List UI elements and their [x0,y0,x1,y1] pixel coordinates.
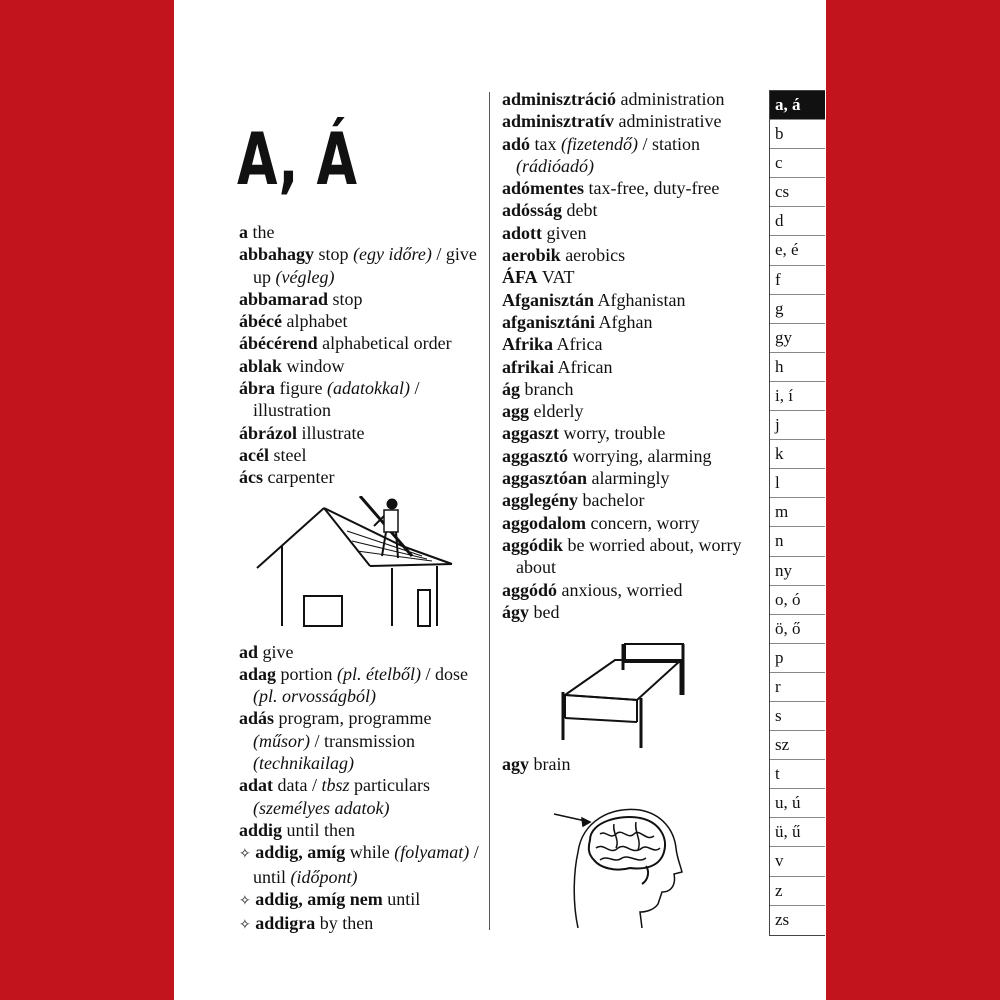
translation: administrative [618,111,722,132]
headword: adósság [502,200,563,221]
column-1-entries-top [239,221,482,489]
sub-entry-diamond-icon: ✧ [239,892,256,909]
headword: agy [502,754,529,775]
dictionary-entry [239,444,482,466]
usage-note: (fizetendő) [561,133,638,154]
dictionary-entry [239,912,482,936]
translation: branch [524,378,574,399]
headword: abbahagy [239,244,315,265]
alphabet-index-tabs [769,90,825,936]
index-tab[interactable]: b [770,120,825,149]
headword: adat [239,775,274,796]
index-tab[interactable]: o, ó [770,586,825,615]
heading-text: A, Á [237,117,358,201]
headword: adómentes [502,178,584,199]
usage-note: (személyes adatok) [253,797,390,818]
index-tab[interactable]: ö, ő [770,615,825,644]
headword: ÁFA [502,267,538,288]
headword: a [239,222,248,242]
headword: acél [239,444,269,465]
index-tab[interactable]: i, í [770,382,825,411]
column-1-entries-bottom [239,641,482,937]
dictionary-entry [502,378,747,400]
headword: afganisztáni [502,311,596,332]
dictionary-entry [502,579,747,601]
dictionary-entry [502,133,747,178]
dictionary-entry [239,288,482,310]
headword: ábra [239,378,275,399]
headword: ág [502,378,520,399]
index-tab[interactable]: z [770,877,825,906]
dictionary-entry [239,243,482,288]
headword: agg [502,401,529,422]
headword: adminisztratív [502,111,614,132]
dictionary-entry [239,663,482,708]
index-tab[interactable]: c [770,149,825,178]
translation: / give up [253,244,477,287]
usage-note: tbsz [321,775,350,796]
index-tab[interactable]: gy [770,324,825,353]
dictionary-entry [502,467,747,489]
brain-head-illustration [550,800,685,930]
translation: anxious, worried [561,579,683,600]
usage-note: (folyamat) [394,842,470,863]
translation: portion [280,663,338,684]
translation: program, programme [278,708,432,729]
dictionary-entry [502,311,747,333]
translation: bed [533,601,560,622]
translation: VAT [541,267,575,288]
translation: tax [534,133,562,154]
headword: aggasztó [502,445,568,466]
headword: Afganisztán [502,289,595,310]
translation: the [252,222,275,242]
dictionary-entry [502,266,747,288]
dictionary-entry [239,221,482,243]
translation: concern, worry [590,512,700,533]
translation: stop [332,288,363,309]
translation: until then [286,819,356,840]
dictionary-entry [502,110,747,132]
translation: tax-free, duty-free [588,178,720,199]
index-tab[interactable]: a, á [770,91,825,120]
index-tab[interactable]: s [770,702,825,731]
translation: illustrate [301,422,365,443]
index-tab[interactable]: e, é [770,236,825,265]
headword: afrikai [502,356,554,377]
dictionary-entry [502,356,747,378]
index-tab[interactable]: k [770,440,825,469]
dictionary-entry [502,222,747,244]
dictionary-entry [502,445,747,467]
translation: steel [273,444,307,465]
headword: ad [239,641,259,662]
sub-entry-diamond-icon: ✧ [239,846,256,863]
translation: / until [253,842,479,887]
translation: be worried about, worry about [516,534,742,578]
headword: adott [502,222,542,243]
index-tab[interactable]: p [770,644,825,673]
headword: ács [239,467,263,488]
dictionary-entry [502,422,747,444]
headword: adás [239,708,275,729]
dictionary-entry [502,333,747,355]
headword: ágy [502,601,529,622]
index-tab[interactable]: zs [775,909,790,929]
index-tab[interactable]: v [770,847,825,876]
translation: / dose [421,663,468,684]
dictionary-entry [502,244,747,266]
headword: abbamarad [239,288,329,309]
carpenter-roof-illustration [252,496,462,631]
usage-note: (adatokkal) [326,378,410,399]
dictionary-entry [239,332,482,354]
column-2-entries-bottom [502,753,747,775]
index-tab[interactable]: m [770,498,825,527]
index-tab[interactable]: cs [770,178,825,207]
dictionary-entry [502,753,747,775]
translation: particulars [349,775,430,796]
translation: / transmission [310,730,416,751]
dictionary-entry [502,400,747,422]
dictionary-entry [502,199,747,221]
dictionary-entry [239,774,482,819]
translation: / station [638,133,700,154]
headword: agglegény [502,490,578,511]
translation: administration [620,89,725,109]
dictionary-entry [239,355,482,377]
headword: adó [502,133,531,154]
letter-heading [235,112,435,212]
index-tab[interactable]: ny [770,557,825,586]
dictionary-entry [502,489,747,511]
sub-entry-diamond-icon: ✧ [239,917,256,934]
translation: figure [279,378,327,399]
headword: aggaszt [502,423,559,444]
index-tab[interactable]: h [770,353,825,382]
dictionary-entry [502,177,747,199]
headword: ábécé [239,311,282,332]
translation: Afghan [598,311,653,332]
translation: Africa [556,334,603,355]
dictionary-entry [239,422,482,444]
translation: aerobics [565,245,626,266]
dictionary-entry [502,88,747,110]
dictionary-entry [502,512,747,534]
headword: aggasztóan [502,468,587,489]
translation: African [557,356,613,377]
headword: aggodalom [502,512,587,533]
dictionary-entry [502,601,747,623]
right-red-band [826,0,1000,1000]
dictionary-entry [239,377,482,422]
translation: bachelor [582,490,645,511]
translation: alarmingly [591,468,670,489]
index-tab[interactable]: ü, ű [770,818,825,847]
translation: alphabetical order [322,333,452,354]
translation: data / [277,775,322,796]
headword: ablak [239,355,283,376]
translation: given [546,222,587,243]
usage-note: (pl. orvosságból) [253,686,376,707]
index-tab[interactable]: l [770,469,825,498]
translation: brain [533,754,571,775]
headword: adag [239,663,277,684]
dictionary-entry [502,534,747,579]
column-separator [489,92,490,930]
dictionary-entry [502,289,747,311]
usage-note: (pl. ételből) [337,663,421,684]
translation: stop [318,244,354,265]
column-2-entries-top [502,88,747,623]
usage-note: (technikailag) [253,753,354,774]
bed-illustration [555,640,695,750]
translation: worry, trouble [563,423,666,444]
dictionary-entry [239,641,482,663]
headword: aggódik [502,534,564,555]
index-tab[interactable]: g [770,295,825,324]
index-tab[interactable]: j [770,411,825,440]
headword: aggódó [502,579,558,600]
dictionary-entry [239,310,482,332]
index-tab[interactable]: f [770,266,825,295]
headword: adminisztráció [502,89,616,109]
usage-note: (végleg) [275,266,335,287]
headword: addig [239,819,283,840]
translation: window [286,355,345,376]
headword: addigra [255,913,316,934]
index-tab[interactable]: t [770,760,825,789]
index-tab[interactable]: sz [770,731,825,760]
index-tab[interactable]: n [770,527,825,556]
dictionary-entry [239,888,482,912]
translation: give [262,641,294,662]
translation: / illustration [253,378,420,421]
headword: addig, amíg [255,842,346,863]
translation: Afghanistan [597,289,686,310]
translation: worrying, alarming [572,445,712,466]
index-tab[interactable]: u, ú [770,789,825,818]
translation: debt [566,200,598,221]
usage-note: (rádióadó) [516,155,594,176]
left-red-band [0,0,174,1000]
dictionary-entry [239,466,482,488]
dictionary-entry [239,819,482,841]
headword: Afrika [502,334,553,355]
usage-note: (egy időre) [353,244,432,265]
index-tab[interactable]: r [770,673,825,702]
translation: until [387,888,421,909]
translation: by then [319,913,374,934]
dictionary-entry [239,707,482,774]
headword: ábrázol [239,422,297,443]
dictionary-entry [239,841,482,888]
translation: carpenter [267,467,335,488]
headword: aerobik [502,245,561,266]
usage-note: (időpont) [290,866,358,887]
headword: ábécérend [239,333,318,354]
translation: elderly [533,401,584,422]
usage-note: (műsor) [253,730,310,751]
translation: alphabet [286,311,348,332]
headword: addig, amíg nem [255,888,383,909]
translation: while [349,842,395,863]
index-tab[interactable]: d [770,207,825,236]
